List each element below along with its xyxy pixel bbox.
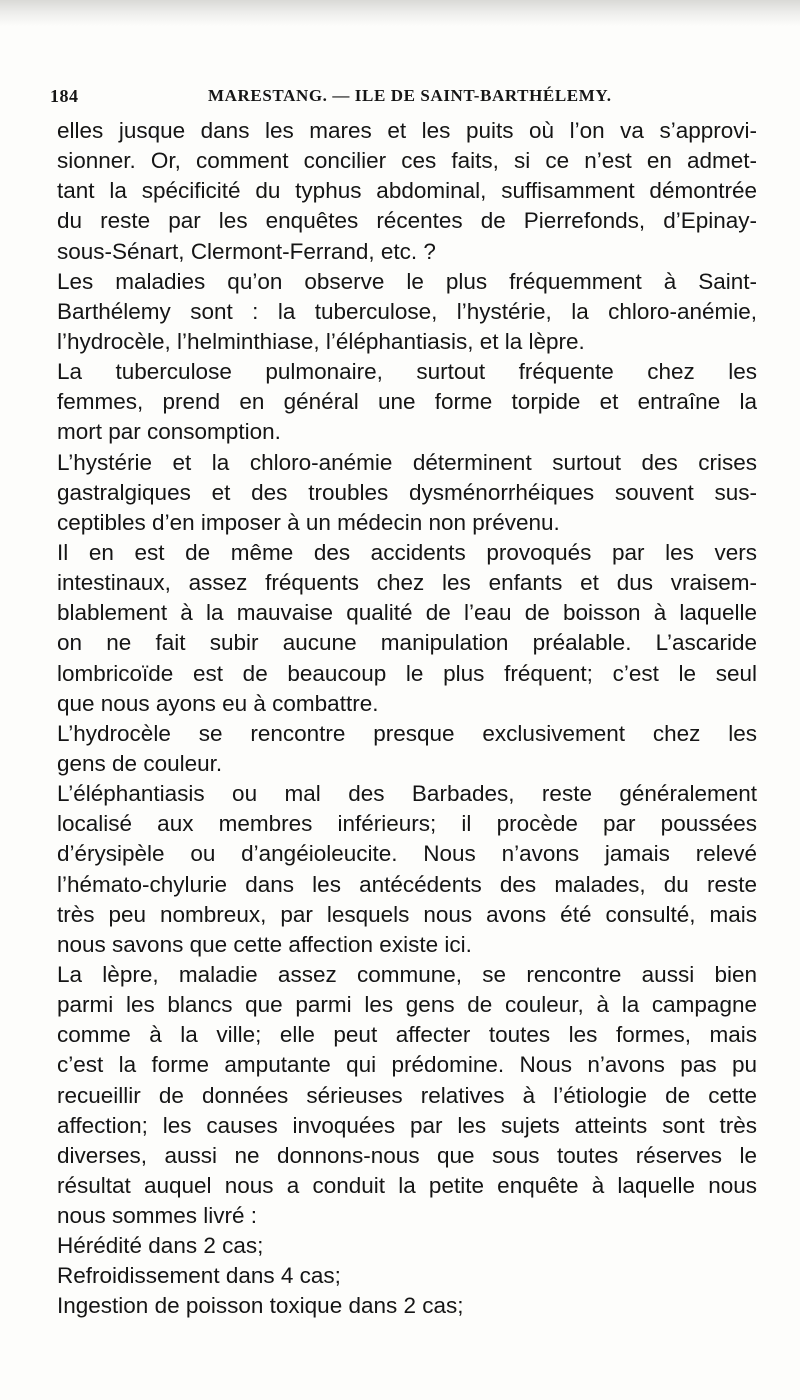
text-line: blablement à la mauvaise qualité de l’eau de boisson à laquelle — [57, 600, 757, 626]
text-line: Refroidissement dans 4 cas; — [57, 1263, 341, 1289]
text-line: Barthélemy sont : la tuberculose, l’hystérie, la chloro-anémie, — [57, 298, 757, 324]
text-line: affection; les causes invoquées par les sujets atteints sont très — [57, 1112, 757, 1138]
text-line: femmes, prend en général une forme torpide et entraîne la — [57, 389, 757, 415]
text-line: d’érysipèle ou d’angéioleucite. Nous n’avons jamais relevé — [57, 841, 757, 867]
text-line: elles jusque dans les mares et les puits où l’on va s’approvi- — [57, 118, 757, 143]
text-line: diverses, aussi ne donnons-nous que sous toutes réserves le — [57, 1142, 757, 1168]
text-line: Hérédité dans 2 cas; — [57, 1233, 264, 1259]
text-line: ceptibles d’en imposer à un médecin non prévenu. — [57, 509, 560, 535]
text-line: localisé aux membres inférieurs; il procède par poussées — [57, 811, 757, 837]
text-line: Ingestion de poisson toxique dans 2 cas; — [57, 1293, 464, 1319]
text-line: Il en est de même des accidents provoqués par les vers — [57, 539, 757, 565]
text-line: nous savons que cette affection existe ici. — [57, 931, 472, 957]
text-line: L’éléphantiasis ou mal des Barbades, reste généralement — [57, 781, 757, 807]
text-line: sous-Sénart, Clermont-Ferrand, etc. ? — [57, 238, 436, 264]
text-line: lombricoïde est de beaucoup le plus fréquent; c’est le seul — [57, 660, 757, 686]
text-line: La tuberculose pulmonaire, surtout fréquente chez les — [57, 359, 757, 385]
text-line: l’hémato-chylurie dans les antécédents des malades, du reste — [57, 871, 757, 897]
text-line: L’hystérie et la chloro-anémie déterminent surtout des crises — [57, 449, 757, 475]
text-line: La lèpre, maladie assez commune, se rencontre aussi bien — [57, 961, 757, 987]
text-line: gastralgiques et des troubles dysménorrhéiques souvent sus- — [57, 479, 757, 505]
text-line: intestinaux, assez fréquents chez les enfants et dus vraisem- — [57, 570, 757, 596]
text-line: comme à la ville; elle peut affecter toutes les formes, mais — [57, 1022, 757, 1048]
text-line: recueillir de données sérieuses relatives à l’étiologie de cette — [57, 1082, 757, 1108]
text-line: tant la spécificité du typhus abdominal, suffisamment démontrée — [57, 178, 757, 204]
text-line: parmi les blancs que parmi les gens de couleur, à la campagne — [57, 992, 757, 1018]
text-line: mort par consomption. — [57, 419, 281, 445]
text-line: très peu nombreux, par lesquels nous avons été consulté, mais — [57, 901, 757, 927]
text-line: on ne fait subir aucune manipulation préalable. L’ascaride — [57, 630, 757, 656]
page-header — [50, 86, 760, 110]
scan-shadow — [0, 0, 800, 26]
text-line: sionner. Or, comment concilier ces faits, si ce n’est en admet- — [57, 148, 757, 174]
text-line: L’hydrocèle se rencontre presque exclusivement chez les — [57, 720, 757, 746]
text-line: nous sommes livré : — [57, 1203, 258, 1229]
text-line: gens de couleur. — [57, 750, 223, 776]
text-line: l’hydrocèle, l’helminthiase, l’éléphantiasis, et la lèpre. — [57, 328, 585, 354]
text-line: Les maladies qu’on observe le plus fréquemment à Saint- — [57, 268, 757, 294]
running-head: MARESTANG. — ILE DE SAINT-BARTHÉLEMY. — [208, 86, 612, 105]
text-line: c’est la forme amputante qui prédomine. Nous n’avons pas pu — [57, 1052, 757, 1078]
body-text — [57, 116, 757, 1322]
page-number: 184 — [50, 86, 79, 106]
text-line: du reste par les enquêtes récentes de Pierrefonds, d’Epinay- — [57, 208, 757, 234]
text-line: résultat auquel nous a conduit la petite enquête à laquelle nous — [57, 1172, 757, 1198]
text-line: que nous ayons eu à combattre. — [57, 690, 379, 716]
